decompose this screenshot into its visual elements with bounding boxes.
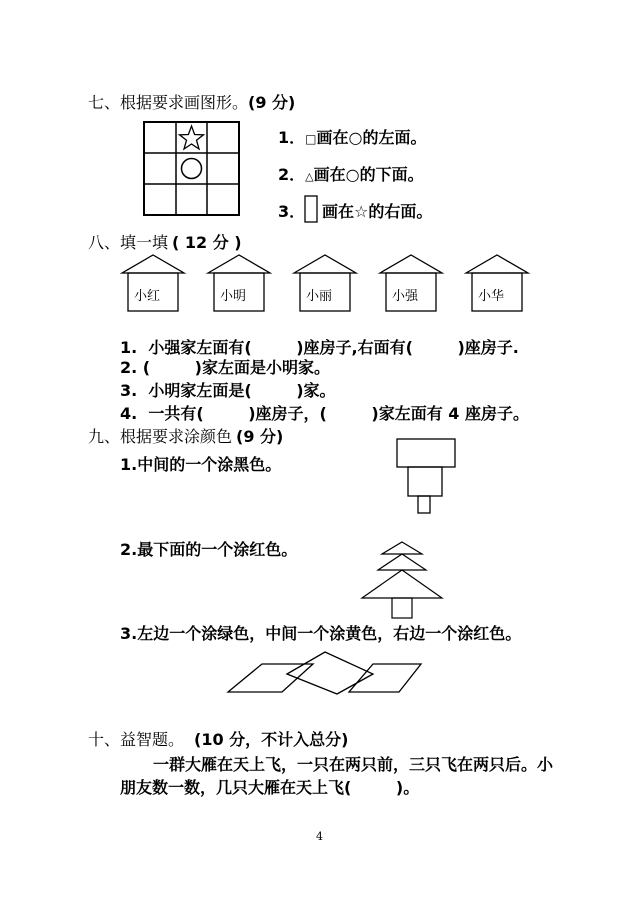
section10-score: (10 分，不计入总分) (194, 730, 349, 749)
house-icon (464, 253, 530, 313)
section7-q1 (278, 125, 426, 148)
q2-number: 2． (278, 165, 306, 184)
section8-q2: 2. ( )家左面是小明家。 (120, 358, 330, 377)
section9-q3: 3.左边一个涂绿色，中间一个涂黄色，右边一个涂红色。 (120, 624, 522, 643)
section8-title: 八、填一填 (88, 233, 169, 252)
tree-figure (360, 540, 444, 620)
section10-heading (88, 727, 348, 750)
section7-title: 七、根据要求画图形。 (88, 93, 249, 112)
section7-heading (88, 90, 295, 113)
section8-heading (88, 230, 242, 253)
q3-number: 3． (278, 202, 306, 221)
house-label-3: 小丽 (306, 289, 333, 304)
section10-title: 十、益智题。 (88, 730, 185, 749)
q1-text: 画在○的左面。 (316, 128, 427, 147)
square-icon: □ (305, 132, 317, 146)
circle-icon (182, 159, 202, 179)
triangle-icon: △ (305, 170, 314, 183)
parallelograms-figure (225, 652, 425, 696)
stacked-rectangles-figure (395, 437, 459, 515)
tall-rectangle-icon (304, 195, 318, 223)
section10-line2: 朋友数一数，几只大雁在天上飞( )。 (120, 778, 420, 797)
q1-number: 1． (278, 128, 306, 147)
house-label-1: 小红 (134, 289, 161, 304)
section9-q2: 2.最下面的一个涂红色。 (120, 540, 298, 559)
q2-text: 画在○的下面。 (313, 165, 424, 184)
section9-title: 九、根据要求涂颜色 (88, 427, 233, 446)
house-icon (292, 253, 358, 313)
section9-q1: 1.中间的一个涂黑色。 (120, 455, 282, 474)
section7-q3-text: 画在☆的右面。 (322, 202, 433, 221)
house-label-2: 小明 (220, 289, 247, 304)
house-icon (206, 253, 272, 313)
house-icon (378, 253, 444, 313)
star-icon (180, 126, 204, 149)
section9-heading (88, 424, 283, 447)
section7-q2 (278, 162, 424, 185)
section7-score: (9 分) (248, 93, 296, 112)
section9-score: (9 分) (236, 427, 284, 446)
section8-q1: 1. 小强家左面有( )座房子,右面有( )座房子. (120, 338, 519, 357)
house-label-4: 小强 (392, 289, 419, 304)
section8-score: ( 12 分 ) (172, 233, 242, 252)
section10-line1: 一群大雁在天上飞，一只在两只前，三只飞在两只后。小 (153, 755, 554, 774)
section8-q4: 4. 一共有( )座房子，( )家左面有 4 座房子。 (120, 404, 530, 423)
grid-3x3 (143, 121, 240, 216)
house-label-5: 小华 (478, 289, 505, 304)
page-number: 4 (316, 830, 323, 843)
section7-q3 (278, 199, 305, 222)
house-icon (120, 253, 186, 313)
section8-q3: 3. 小明家左面是( )家。 (120, 381, 336, 400)
